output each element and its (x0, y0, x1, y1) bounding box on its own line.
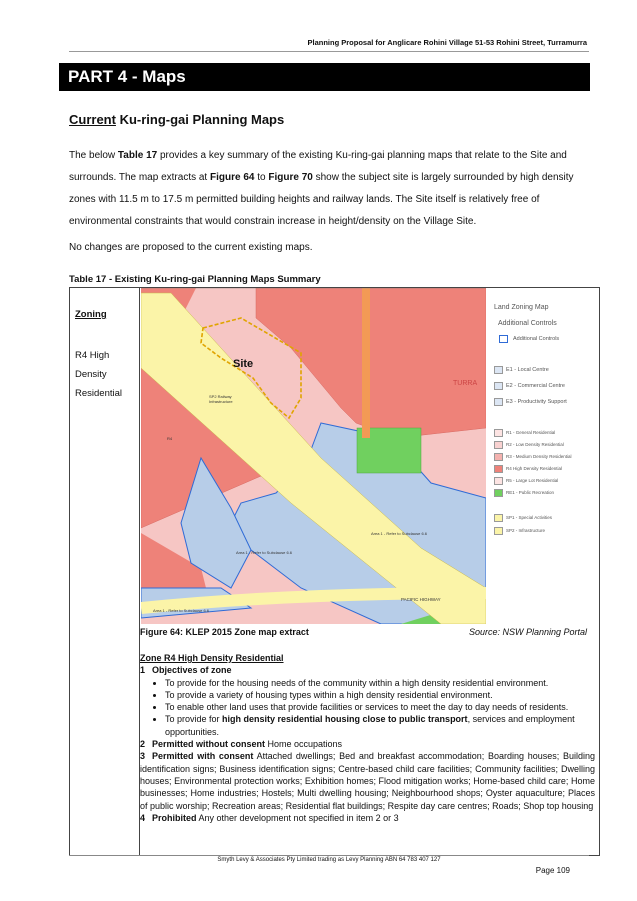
part-title: PART 4 - Maps (59, 63, 590, 91)
legend-sp2: SP2 - Infrastructure (506, 528, 546, 533)
legend-e1: E1 - Local Centre (506, 367, 549, 373)
area1-label-b: Area 1 - Refer to Subclause 6.6 (236, 550, 293, 555)
section-title-rest: Ku-ring-gai Planning Maps (115, 112, 285, 127)
zone-name: R4 High Density Residential (75, 350, 122, 399)
legend-r1: R1 - General Residential (506, 430, 556, 435)
legend-subtitle: Additional Controls (498, 320, 557, 327)
zoning-heading: Zoning (75, 309, 107, 320)
legend-r2: R2 - Low Density Residential (506, 442, 564, 447)
figure-source: Source: NSW Planning Portal (468, 627, 587, 637)
zone-description (140, 652, 595, 824)
footer-text: Smyth Levy & Associates Pty Limited trading as Levy Planning ABN 64 783 407 127 (217, 857, 441, 863)
permitted-without-consent: 2 Permitted without consent Home occupations (140, 739, 343, 750)
r4-label: R4 (167, 436, 173, 441)
site-label: Site (233, 358, 254, 370)
page-number: Page 109 (535, 866, 570, 875)
sp2-label: SP2 Railway Infrastructure (209, 394, 233, 404)
objective-item: • To provide a variety of housing types within a high density residential environment. (165, 689, 595, 701)
no-changes-paragraph: No changes are proposed to the current existing maps. (69, 242, 313, 253)
legend-title: Land Zoning Map (494, 304, 549, 311)
legend-r4: R4 High Density Residential (506, 466, 563, 471)
map-legend (486, 288, 598, 624)
legend-r3: R3 - Medium Density Residential (506, 454, 572, 459)
permitted-with-consent: 3 Permitted with consent Attached dwellings; Bed and breakfast accommodation; Boarding houses; Building identification signs; Business identification signs; Centre-based child care facilities; Community facilities; Dwelling houses; Environmental protection works; Exhibition homes; Flood mitigation works; Home-based child care; Home businesses; Home industries; Hostels; Multi dwelling housing; Neighbourhood shops; Oyster aquaculture; Places of public worship; Recreation areas; Residential flat buildings; Respite day care centres; Roads; Shop top housing (140, 751, 595, 811)
legend-e3: E3 - Productivity Support (506, 399, 567, 405)
legend-sp1: SP1 - Special Activities (506, 515, 553, 520)
figure-caption: Figure 64: KLEP 2015 Zone map extract (140, 627, 309, 637)
objectives-heading: 1 Objectives of zone (140, 665, 232, 676)
legend-e2: E2 - Commercial Centre (506, 383, 565, 389)
legend-controls-label: Additional Controls (513, 336, 560, 342)
objectives-list (140, 677, 595, 738)
section-title (69, 112, 284, 127)
footer-rule (69, 855, 589, 856)
legend-re1: RE1 - Public Recreation (506, 490, 555, 495)
zone-heading: Zone R4 High Density Residential (140, 653, 284, 663)
section-title-underlined: Current (69, 112, 116, 127)
turra-label: TURRA (453, 380, 478, 387)
highway-label: PACIFIC HIGHWAY (401, 597, 441, 602)
objective-item: • To provide for high density residential housing close to public transport, services and employment opportunities. (165, 713, 595, 738)
table-caption: Table 17 - Existing Ku-ring-gai Planning Maps Summary (69, 274, 321, 285)
area1-label-c: Area 1 - Refer to Subclause 6.6 (153, 608, 210, 613)
objective-item: • To provide for the housing needs of the community within a high density residential environment. (165, 677, 595, 689)
intro-paragraph: The below Table 17 provides a key summary of the existing Ku-ring-gai planning maps that relate to the Site and surrounds. The map extracts at Figure 64 to Figure 70 show the subject site is largely surrounded by high density zones with 11.5 m to 17.5 m permitted building heights and railway lands. The Site itself is relatively free of environmental constraints that would constrain increase in height/density on the Village Site. (69, 150, 574, 227)
legend-swatch-controls (499, 335, 508, 343)
legend-r5: R5 - Large Lot Residential (506, 478, 559, 483)
running-header: Planning Proposal for Anglicare Rohini Village 51-53 Rohini Street, Turramurra (307, 38, 587, 47)
header-rule (69, 51, 589, 52)
objective-item: • To enable other land uses that provide facilities or services to meet the day to day needs of residents. (165, 701, 595, 713)
prohibited: 4 Prohibited Any other development not specified in item 2 or 3 (140, 812, 399, 823)
area1-label-a: Area 1 - Refer to Subclause 6.6 (371, 531, 428, 536)
